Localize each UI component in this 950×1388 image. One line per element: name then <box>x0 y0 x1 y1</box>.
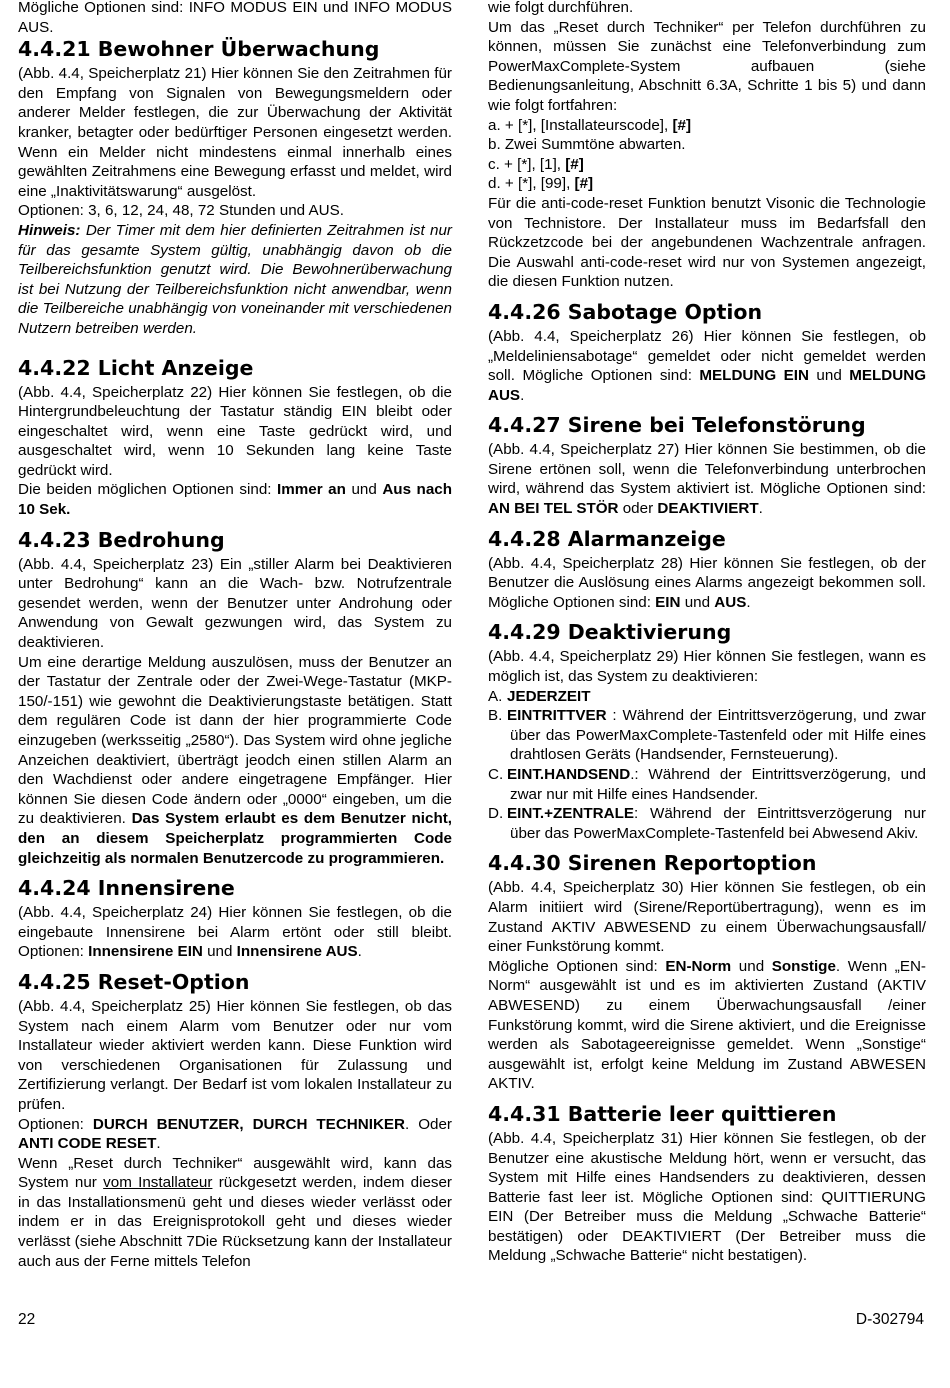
section-4-4-30-text: (Abb. 4.4, Speicherplatz 30) Hier können Sie festlegen, ob ein Alarm initiiert wird (Sirene/Reportübertragung), wenn es im Zustand AKTIV ABWESEND zu einem Überwachungsausfall/ einer Funkstörung kommt. <box>488 879 926 956</box>
section-4-4-21-text: (Abb. 4.4, Speicherplatz 21) Hier können Sie den Zeitrahmen für den Empfang von Signalen von Bewegungsmeldern oder anderer Melder festlegen, die zur Überwachung der Aktivität kranker, betagter oder bedürftiger Personen eingesetzt werden. Wenn ein Melder nicht mindestens einmal innerhalb eines gewählten Zeitrahmens eine Bewegung erfasst und meldet, wird eine „Inaktivitätswarung“ ausgelöst. <box>18 65 452 200</box>
section-4-4-28-heading: 4.4.28 Alarmanzeige <box>488 526 726 551</box>
reset-technician-text: Um das „Reset durch Techniker“ per Telefon durchführen zu können, müssen Sie zunächst eine Telefonverbindung zum PowerMaxComplete-System aufbauen (siehe Bedienungsanleitung, Abschnitt 6.3A, Schritte 1 bis 5) und dann wie folgt fortfahren: <box>488 18 926 114</box>
continuation-text: wie folgt durchführen. <box>488 0 634 16</box>
section-4-4-30-options: Mögliche Optionen sind: EN-Norm und Sonstige. Wenn „EN-Norm“ ausgewählt ist und es im aktivierten Zustand (AKTIV ABWESEND) zu einem Überwachungsausfall /einer Funkstörung kommt, wird die Sirene aktiviert, und die Ereignisse werden als Sabotageereignisse gemeldet. Wenn „Sonstige“ ausgewählt ist, erfolgt keine Meldung im Zustand ABWESEN AKTIV. <box>488 957 926 1093</box>
section-4-4-22-heading: 4.4.22 Licht Anzeige <box>18 355 254 380</box>
list-item: B. EINTRITTVER : Während der Eintrittsverzögerung, und zwar über das PowerMaxComplete-Tastenfeld oder mit Hilfe eines drahtlosen Geräts (Handsender, Fernsteuerung). <box>488 707 926 764</box>
section-4-4-28-text: (Abb. 4.4, Speicherplatz 28) Hier können Sie festlegen, ob der Benutzer die Auslösung eines Alarms angezeigt bekommen soll. Mögliche Optionen sind: EIN und AUS. <box>488 554 926 611</box>
section-4-4-24-text: (Abb. 4.4, Speicherplatz 24) Hier können Sie festlegen, ob die eingebaute Innensirene bei Alarm ertönt oder still bleibt. Optionen: Innensirene EIN und Innensirene AUS. <box>18 904 452 961</box>
section-4-4-23-heading: 4.4.23 Bedrohung <box>18 527 225 552</box>
anti-code-reset-text: Für die anti-code-reset Funktion benutzt Visonic die Technologie von Technistore. Der Installateur muss im Bedarfsfall den Rückzetzcode bei der angebundenen Wachzentrale anfragen. Die Auswahl anti-code-reset wird nur von Systemen angezeigt, die diesen Funktion nutzen. <box>488 194 926 291</box>
section-4-4-26-heading: 4.4.26 Sabotage Option <box>488 299 763 324</box>
section-4-4-22-options: Die beiden möglichen Optionen sind: Immer an und Aus nach 10 Sek. <box>18 481 453 519</box>
section-4-4-21-options: Optionen: 3, 6, 12, 24, 48, 72 Stunden und AUS. <box>18 202 344 220</box>
step-d: d. + [*], [99], [#] <box>488 175 594 193</box>
section-4-4-29-text: (Abb. 4.4, Speicherplatz 29) Hier können Sie festlegen, wann es möglich ist, das System zu deaktivieren: <box>488 648 926 686</box>
hint-label: Hinweis: <box>18 221 81 239</box>
section-4-4-22-text: (Abb. 4.4, Speicherplatz 22) Hier können Sie festlegen, ob die Hintergrundbeleuchtung der Tastatur ständig EIN bleibt oder eingeschaltet wird, wenn eine Taste gedrückt wird, und ausgeschaltet wird, wenn 10 Sekunden lang keine Taste gedrückt wird. <box>18 383 452 479</box>
section-4-4-29-heading: 4.4.29 Deaktivierung <box>488 620 732 645</box>
section-4-4-27-text: (Abb. 4.4, Speicherplatz 27) Hier können Sie bestimmen, ob die Sirene ertönen soll, wenn die Telefonverbindung unterbrochen wird, während das System aktiviert ist. Mögliche Optionen sind: AN BEI TEL STÖR oder DEAKTIVIERT. <box>488 441 926 518</box>
section-4-4-21-heading: 4.4.21 Bewohner Überwachung <box>18 37 380 62</box>
section-4-4-26-text: (Abb. 4.4, Speicherplatz 26) Hier können Sie festlegen, ob „Meldeliniensabotage“ gemeldet oder nicht gemeldet werden soll. Mögliche Optionen sind: MELDUNG EIN und MELDUNG AUS. <box>488 327 927 404</box>
section-4-4-31-heading: 4.4.31 Batterie leer quittieren <box>488 1101 837 1126</box>
section-4-4-25-heading: 4.4.25 Reset-Option <box>18 969 250 994</box>
step-c: c. + [*], [1], [#] <box>488 155 584 173</box>
section-4-4-21-hint: Hinweis: Der Timer mit dem hier definierten Zeitrahmen ist nur für das gesamte System gültig, unabhängig davon ob die Teilbereichsfunktion genutzt wird. Die Bewohnerüberwachung ist bei Nutzung der Teilbereichsfunktion nicht anwendbar, wenn die Teilbereiche unabhängig von voneinander mit verschiedenen Nutzern betreiben werden. <box>18 221 452 337</box>
list-item: C. EINT.HANDSEND.: Während der Eintrittsverzögerung, und zwar nur mit Hilfe eines Handsender. <box>488 766 926 803</box>
deactivation-options-list <box>488 687 926 844</box>
section-4-4-30-heading: 4.4.30 Sirenen Reportoption <box>488 851 817 876</box>
section-4-4-25-text-3: Wenn „Reset durch Techniker“ ausgewählt wird, kann das System nur vom Installateur rückgesetzt werden, indem dieser in das Installationsmenü geht und dieses wieder verlässt oder indem er in das Ereignisprotokoll geht und dieses wieder verlässt (siehe Abschnitt 7Die Rücksetzung kann der Installateur auch aus der Ferne mittels Telefon <box>18 1154 452 1270</box>
section-4-4-24-heading: 4.4.24 Innensirene <box>18 876 235 901</box>
document-id: D-302794 <box>855 1311 924 1328</box>
step-b: b. Zwei Summtöne abwarten. <box>488 136 686 154</box>
left-column <box>18 0 452 1271</box>
list-item: D. EINT.+ZENTRALE: Während der Eintrittsverzögerung nur über das PowerMaxComplete-Tastenfeld bei Abwesend Akiv. <box>488 805 926 842</box>
section-4-4-25-text: (Abb. 4.4, Speicherplatz 25) Hier können Sie festlegen, ob das System nach einem Alarm vom Benutzer oder nur vom Installateur wieder aktiviert werden kann. Diese Funktion wird von verschiedenen Organisationen für Zulassung und Zertifizierung verlangt. Der Bedarf ist vom lokalen Installateur zu prüfen. <box>18 997 452 1113</box>
page-number: 22 <box>18 1311 36 1328</box>
section-4-4-23-text: (Abb. 4.4, Speicherplatz 23) Ein „stiller Alarm bei Deaktivieren unter Bedrohung“ kann an die Wach- bzw. Notrufzentrale gesendet werden, wenn der Benutzer unter Androhung oder Anwendung von Gewalt gezwungen wird, das System zu deaktivieren. <box>18 555 452 652</box>
section-4-4-23-text-2: Um eine derartige Meldung auszulösen, muss der Benutzer an der Tastatur der Zentrale oder der Zwei-Wege-Tastatur (MKP-150/-151) wie gewohnt die Deaktivierungstaste betätigen. Statt dem regulären Code ist dann der hier programmierte Code einzugeben (werksseitig „2580“). Das System wird ohne jegliche Anzeichen deaktiviert, überträgt jeodch einen stillen Alarm an den Wachdienst oder andere eingetragene Empfänger. Hier können Sie diesen Code ändern oder „0000“ eingeben, um die zu deaktivieren. Das System erlaubt es dem Benutzer nicht, den an diesem Speicherplatz programmierten Code gleichzeitig als normalen Benutzercode zu programmieren. <box>18 653 452 867</box>
list-item: A. JEDERZEIT <box>488 687 591 705</box>
section-4-4-27-heading: 4.4.27 Sirene bei Telefonstörung <box>488 413 866 438</box>
section-4-4-25-options: Optionen: DURCH BENUTZER, DURCH TECHNIKER. Oder ANTI CODE RESET. <box>18 1115 452 1153</box>
intro-text: Mögliche Optionen sind: INFO MODUS EIN und INFO MODUS AUS. <box>18 0 452 36</box>
section-4-4-31-text: (Abb. 4.4, Speicherplatz 31) Hier können Sie festlegen, ob der Benutzer eine akustische Meldung hört, wenn er versucht, das System mit Hilfe eines Handsenders zu deaktivieren, dessen Batterie fast leer ist. Mögliche Optionen sind: QUITTIERUNG EIN (Der Betreiber muss die Meldung „Schwache Batterie“ bestätigen) oder DEAKTIVIERT (Der Betreiber muss die Meldung „Schwache Batterie“ nicht bestatigen). <box>488 1129 926 1265</box>
right-column <box>488 0 926 1266</box>
step-a: a. + [*], [Installateurscode], [#] <box>488 116 692 134</box>
